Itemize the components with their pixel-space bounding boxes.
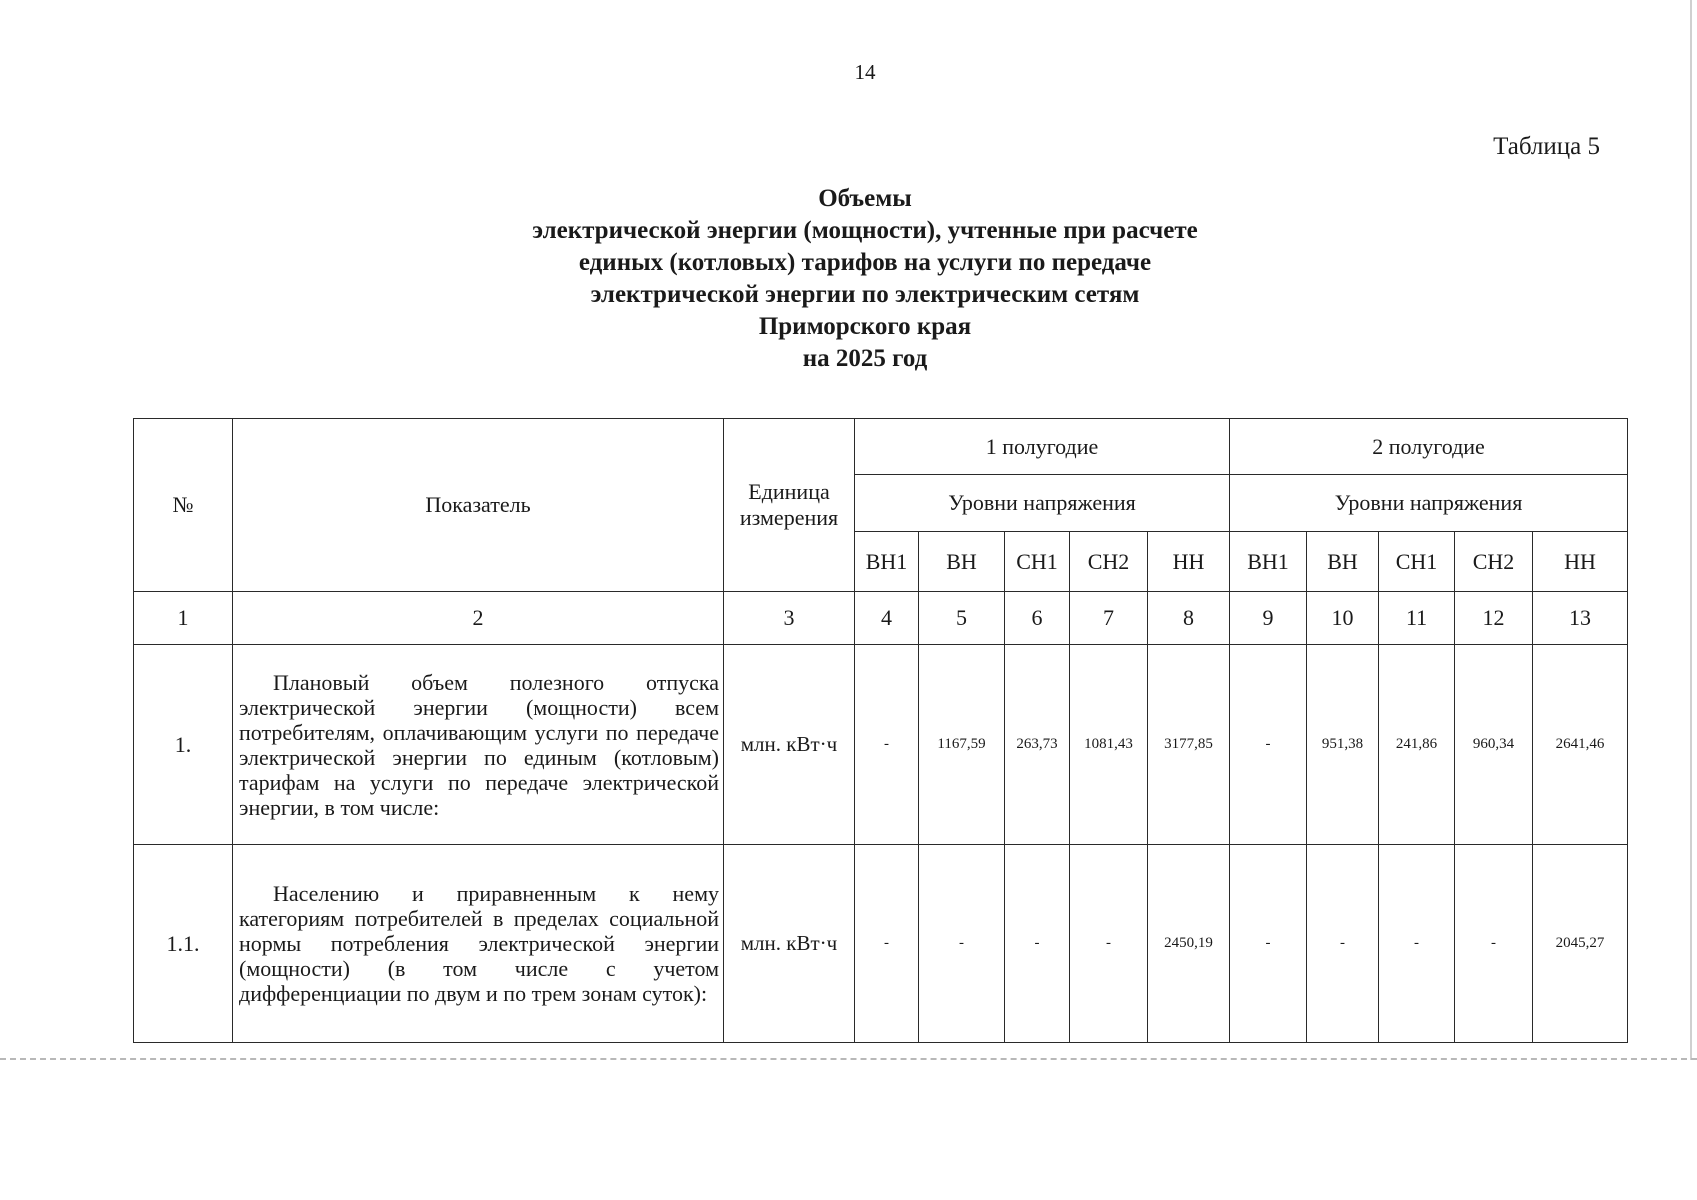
row-value: 960,34 (1455, 645, 1533, 845)
title-line: Объемы (818, 185, 912, 212)
row-indicator (233, 645, 724, 845)
row-num: 1. (134, 645, 233, 845)
header-level: СН1 (1379, 532, 1455, 592)
title-line: электрической энергии по электрическим сетям (590, 281, 1140, 308)
title-line: на 2025 год (802, 345, 928, 372)
header-level: СН2 (1070, 532, 1148, 592)
row-value: - (1455, 845, 1533, 1043)
column-number-row (134, 592, 1628, 645)
header-level: СН1 (1005, 532, 1070, 592)
page-number: 14 (854, 60, 876, 84)
row-value: 1167,59 (919, 645, 1005, 845)
table-row (134, 845, 1628, 1043)
row-value: 2450,19 (1148, 845, 1230, 1043)
scan-fold-line (0, 1058, 1697, 1060)
row-value: 2045,27 (1533, 845, 1628, 1043)
header-num: № (134, 419, 233, 592)
title-line: Приморского края (758, 313, 972, 340)
header-half-2: 2 полугодие (1230, 419, 1628, 475)
header-indicator: Показатель (233, 419, 724, 592)
row-indicator (233, 845, 724, 1043)
row-value: - (1379, 845, 1455, 1043)
table-label: Таблица 5 (1493, 133, 1600, 160)
header-level: НН (1148, 532, 1230, 592)
column-number: 2 (233, 592, 724, 645)
row-indicator-text: Плановый объем полезного отпуска электрической энергии (мощности) всем потребителям, оплачивающим услуги по передаче электрической энергии по единым (котловым) тарифам на услуги по передаче электрической энергии, в том числе: (239, 669, 719, 820)
header-level: ВН1 (1230, 532, 1307, 592)
scan-edge-right (1690, 0, 1692, 1060)
volumes-table (133, 418, 1628, 1043)
row-value: - (855, 845, 919, 1043)
row-value: - (919, 845, 1005, 1043)
column-number: 1 (134, 592, 233, 645)
column-number: 3 (724, 592, 855, 645)
header-level: СН2 (1455, 532, 1533, 592)
header-level: ВН (1307, 532, 1379, 592)
row-value: 2641,46 (1533, 645, 1628, 845)
column-number: 12 (1455, 592, 1533, 645)
header-voltage-levels-2: Уровни напряжения (1230, 475, 1628, 532)
column-number: 8 (1148, 592, 1230, 645)
row-value: - (1070, 845, 1148, 1043)
column-number: 9 (1230, 592, 1307, 645)
table-row (134, 645, 1628, 845)
column-number: 4 (855, 592, 919, 645)
title-line: единых (котловых) тарифов на услуги по передаче (578, 249, 1152, 276)
column-number: 13 (1533, 592, 1628, 645)
row-value: 241,86 (1379, 645, 1455, 845)
row-value: 1081,43 (1070, 645, 1148, 845)
row-value: - (1230, 845, 1307, 1043)
column-number: 11 (1379, 592, 1455, 645)
header-unit: Единица измерения (724, 419, 855, 592)
column-number: 7 (1070, 592, 1148, 645)
row-value: 951,38 (1307, 645, 1379, 845)
row-indicator-text: Населению и приравненным к нему категориям потребителей в пределах социальной нормы потребления электрической энергии (мощности) (в том числе с учетом дифференциации по двум и по трем зонам суток): (239, 881, 719, 1006)
row-value: - (1307, 845, 1379, 1043)
row-value: - (1230, 645, 1307, 845)
header-row-periods (134, 419, 1628, 475)
row-value: 3177,85 (1148, 645, 1230, 845)
row-unit: млн. кВт·ч (724, 845, 855, 1043)
column-number: 10 (1307, 592, 1379, 645)
row-value: 263,73 (1005, 645, 1070, 845)
header-half-1: 1 полугодие (855, 419, 1230, 475)
row-unit: млн. кВт·ч (724, 645, 855, 845)
header-level: ВН (919, 532, 1005, 592)
column-number: 6 (1005, 592, 1070, 645)
row-value: - (855, 645, 919, 845)
row-num: 1.1. (134, 845, 233, 1043)
header-level: ВН1 (855, 532, 919, 592)
title-line: электрической энергии (мощности), учтенные при расчете (532, 217, 1198, 244)
document-title (400, 183, 1330, 375)
row-value: - (1005, 845, 1070, 1043)
header-voltage-levels-1: Уровни напряжения (855, 475, 1230, 532)
column-number: 5 (919, 592, 1005, 645)
header-level: НН (1533, 532, 1628, 592)
